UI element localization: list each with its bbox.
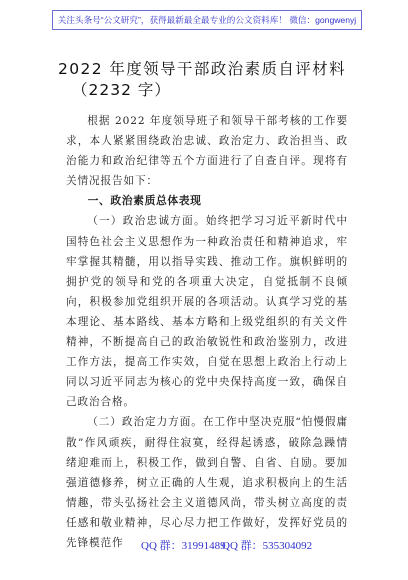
footer-qq-group-2: QQ 群：535304092: [222, 540, 313, 552]
document-body: [66, 111, 348, 553]
page-footer: [0, 536, 408, 556]
footer-qq-group-1: QQ 群：31991489: [141, 540, 226, 552]
document-subtitle: （2232 字）: [72, 81, 171, 99]
document-title: 2022 年度领导干部政治素质自评材料: [58, 60, 346, 78]
body-paragraph: （一）政治忠诚方面。始终把学习习近平新时代中国特色社会主义思想作为一种政治责任和精神追求，牢牢掌握其精髓，用以指导实践、推动工作。旗帜鲜明的拥护党的领导和党的各项重大决定，自觉抵制不良倾向，积极参加党组织开展的各项活动。认真学习党的基本理论、基本路线、基本方略和上级党组织的有关文件精神，不断提高自己的政治敏锐性和政治鉴别力，改进工作方法，提高工作实效，自觉在思想上政治上行动上同以习近平同志为核心的党中央保持高度一致，确保自己政治合格。: [66, 215, 348, 409]
promo-banner: 关注头条号“公文研究”，获得最新最全最专业的公文资料库！ 微信：gongwenyj: [52, 10, 362, 30]
body-paragraph: 根据 2022 年度领导班子和领导干部考核的工作要求，本人紧紧围绕政治忠诚、政治定力、政治担当、政治能力和政治纪律等五个方面进行了自查自评。现将有关情况报告如下：: [66, 115, 348, 188]
body-paragraph: （二）政治定力方面。在工作中坚决克服“怕慢假庸散”作风顽疾，耐得住寂寞，经得起诱惑，破除急躁情绪迎难而上，积极工作，做到自警、自省、自励。要加强道德修养，树立正确的人生观，追求积极向上的生活情趣，带头弘扬社会主义道德风尚，带头树立高度的责任感和敬业精神，尽心尽力把工作做好，发挥好党员的先锋模范作: [66, 416, 348, 549]
section-heading: 一、政治素质总体表现: [87, 194, 202, 208]
